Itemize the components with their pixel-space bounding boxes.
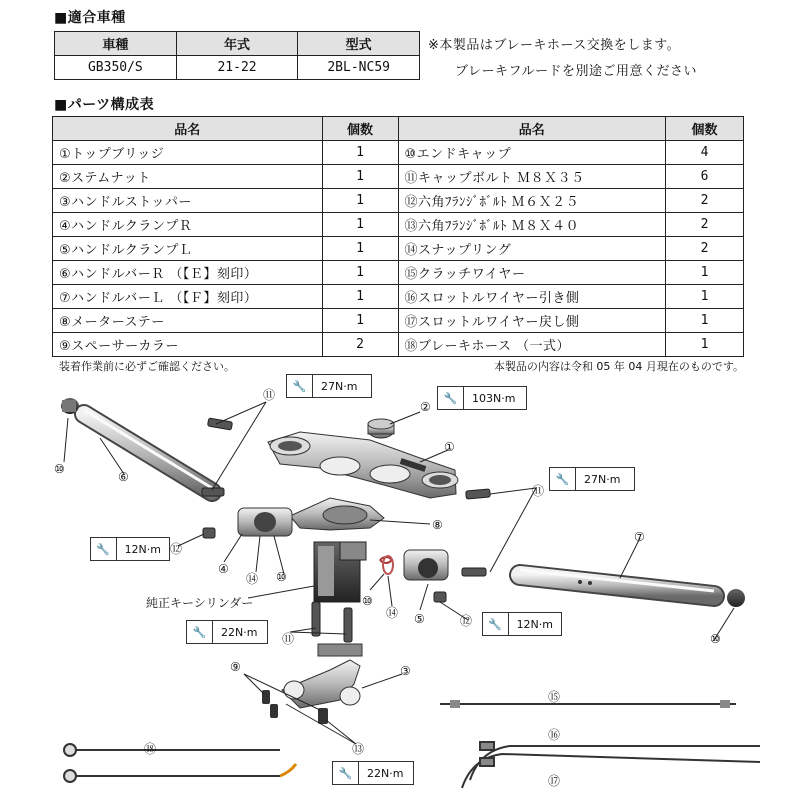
part-qty: 1 <box>322 165 398 189</box>
callout-1: ① <box>444 440 455 454</box>
torque-box-6: 🔧 12N·m <box>482 612 562 636</box>
part-name: ⑯スロットルワイヤー引き側 <box>398 285 666 309</box>
part-qty: 1 <box>322 261 398 285</box>
part-qty: 4 <box>666 141 744 165</box>
parts-title: ■パーツ構成表 <box>54 97 155 113</box>
end-cap-right <box>727 589 745 607</box>
part-qty: 2 <box>322 333 398 357</box>
callout-5: ⑤ <box>414 612 425 626</box>
handlebar-left <box>520 570 714 596</box>
parts-table <box>52 116 744 357</box>
key-cylinder-label: 純正キーシリンダー <box>146 596 254 610</box>
wrench-icon: 🔧 <box>483 613 509 635</box>
wrench-icon: 🔧 <box>438 387 464 409</box>
callout-10-right: ⑩ <box>710 632 721 646</box>
callout-8: ⑧ <box>432 518 443 532</box>
callout-12-right: ⑫ <box>460 614 473 628</box>
exploded-diagram <box>0 370 800 800</box>
callout-3: ③ <box>400 664 411 678</box>
table-row <box>53 261 744 285</box>
part-name: ⑥ハンドルバーＲ （【Ｅ】刻印） <box>53 261 323 285</box>
part-name: ⑪キャップボルト Ｍ８Ｘ３５ <box>398 165 666 189</box>
callout-9: ⑨ <box>230 660 241 674</box>
part-qty: 2 <box>666 189 744 213</box>
vehicle-year: 21-22 <box>176 56 298 80</box>
brake-fluid-note: ブレーキフルードを別途ご用意ください <box>455 64 697 79</box>
callout-16: ⑯ <box>548 728 561 742</box>
top-bridge <box>268 432 458 498</box>
part-name: ⑫六角ﾌﾗﾝｼﾞﾎﾞﾙﾄ Ｍ６Ｘ２５ <box>398 189 666 213</box>
part-qty: 1 <box>322 213 398 237</box>
part-qty: 2 <box>666 213 744 237</box>
torque-box-4: 🔧 12N·m <box>90 537 170 561</box>
part-name: ⑮クラッチワイヤー <box>398 261 666 285</box>
brake-hose <box>64 744 296 782</box>
part-qty: 1 <box>322 189 398 213</box>
parts-header-name-right: 品名 <box>398 117 666 141</box>
handle-clamp-right <box>238 508 292 536</box>
wrench-icon: 🔧 <box>187 621 213 643</box>
parts-header-qty-right: 個数 <box>666 117 744 141</box>
torque-box-5: 🔧 22N·m <box>186 620 268 644</box>
handle-stopper <box>282 644 362 708</box>
callout-11-top: ⑪ <box>263 388 276 402</box>
callout-14-left: ⑭ <box>246 572 259 586</box>
torque-box-2: 🔧 103N·m <box>437 386 527 410</box>
callout-17: ⑰ <box>548 774 561 788</box>
vehicle-model: GB350/S <box>55 56 177 80</box>
callout-10-left: ⑩ <box>54 462 65 476</box>
table-row <box>53 165 744 189</box>
part-qty: 1 <box>322 237 398 261</box>
callout-4: ④ <box>218 562 229 576</box>
vehicle-type: 2BL-NC59 <box>298 56 420 80</box>
part-name: ①トップブリッジ <box>53 141 323 165</box>
callout-11-bottom: ⑪ <box>282 632 295 646</box>
vehicle-header-type: 型式 <box>298 32 420 56</box>
table-row <box>53 141 744 165</box>
compatible-title: ■適合車種 <box>54 10 126 26</box>
throttle-cables <box>462 742 760 788</box>
clutch-cable <box>440 700 736 708</box>
part-qty: 6 <box>666 165 744 189</box>
vehicle-table <box>54 31 420 80</box>
wrench-icon: 🔧 <box>550 468 576 490</box>
callout-14-right: ⑭ <box>386 606 399 620</box>
brake-hose-note: ※本製品はブレーキホース交換をします。 <box>428 38 681 53</box>
callout-2: ② <box>420 400 431 414</box>
part-qty: 1 <box>322 141 398 165</box>
table-row <box>53 237 744 261</box>
part-qty: 2 <box>666 237 744 261</box>
vehicle-header-model: 車種 <box>55 32 177 56</box>
part-name: ⑦ハンドルバーＬ （【Ｆ】刻印） <box>53 285 323 309</box>
vehicle-header-year: 年式 <box>176 32 298 56</box>
snap-ring <box>380 556 393 574</box>
table-row <box>53 285 744 309</box>
callout-15: ⑮ <box>548 690 561 704</box>
table-row <box>53 333 744 357</box>
torque-box-3: 🔧 27N·m <box>549 467 635 491</box>
callout-7: ⑦ <box>634 530 645 544</box>
part-name: ⑭スナップリング <box>398 237 666 261</box>
part-name: ⑱ブレーキホース （一式） <box>398 333 666 357</box>
end-cap-left <box>61 398 79 414</box>
callout-18: ⑱ <box>144 742 157 756</box>
torque-box-7: 🔧 22N·m <box>332 761 414 785</box>
parts-header-name-left: 品名 <box>53 117 323 141</box>
part-qty: 1 <box>666 333 744 357</box>
parts-header-qty-left: 個数 <box>322 117 398 141</box>
wrench-icon: 🔧 <box>287 375 313 397</box>
part-qty: 1 <box>322 285 398 309</box>
wrench-icon: 🔧 <box>91 538 117 560</box>
callout-13: ⑬ <box>352 742 365 756</box>
torque-box-1: 🔧 27N·m <box>286 374 372 398</box>
table-row <box>53 309 744 333</box>
part-qty: 1 <box>666 261 744 285</box>
wrench-icon: 🔧 <box>333 762 359 784</box>
callout-12-left: ⑫ <box>170 542 183 556</box>
handlebar-right <box>84 410 212 492</box>
callout-10-center: ⑩ <box>362 594 373 608</box>
part-name: ②ステムナット <box>53 165 323 189</box>
part-name: ⑩エンドキャップ <box>398 141 666 165</box>
callout-11-right: ⑪ <box>532 484 545 498</box>
table-row <box>53 213 744 237</box>
part-name: ④ハンドルクランプＲ <box>53 213 323 237</box>
key-cylinder <box>314 542 366 602</box>
as-of-note: 本製品の内容は令和 05 年 04 月現在のものです。 <box>493 360 744 373</box>
callout-6: ⑥ <box>118 470 129 484</box>
handle-clamp-left <box>404 550 448 580</box>
part-qty: 1 <box>666 285 744 309</box>
callout-10-mid: ⑩ <box>276 570 287 584</box>
part-name: ⑨スペーサーカラー <box>53 333 323 357</box>
confirm-note: 装着作業前に必ずご確認ください。 <box>59 360 235 373</box>
part-name: ⑬六角ﾌﾗﾝｼﾞﾎﾞﾙﾄ Ｍ８Ｘ４０ <box>398 213 666 237</box>
part-name: ⑧メーターステー <box>53 309 323 333</box>
part-qty: 1 <box>322 309 398 333</box>
table-row <box>53 189 744 213</box>
part-name: ⑰スロットルワイヤー戻し側 <box>398 309 666 333</box>
part-qty: 1 <box>666 309 744 333</box>
part-name: ③ハンドルストッパー <box>53 189 323 213</box>
stem-nut <box>368 419 394 438</box>
meter-stay <box>290 498 384 530</box>
part-name: ⑤ハンドルクランプＬ <box>53 237 323 261</box>
